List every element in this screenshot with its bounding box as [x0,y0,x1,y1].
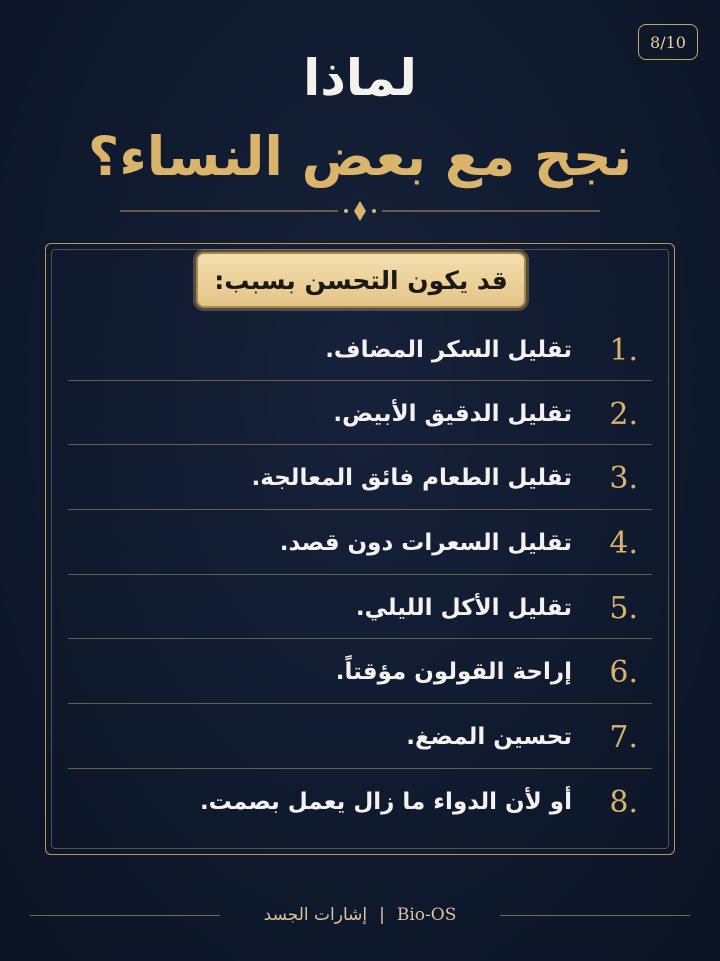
footer-separator: | [379,905,385,925]
item-text: تقليل السكر المضاف. [325,337,572,363]
list-item [68,770,652,834]
item-number: 2. [609,396,638,432]
footer-brand: Bio-OS [396,905,457,925]
title-line-1: لماذا [303,49,417,107]
list-item [68,576,652,640]
item-text: أو لأن الدواء ما زال يعمل بصمت. [199,789,572,815]
item-divider [68,768,652,769]
list-item [68,318,652,382]
item-text: تحسين المضغ. [406,724,572,750]
item-number: 5. [609,590,638,626]
item-divider [68,638,652,639]
item-number: 8. [609,784,638,820]
item-divider [68,574,652,575]
list-item [68,705,652,769]
item-number: 6. [609,654,638,690]
item-divider [68,703,652,704]
list-item [68,382,652,446]
title-line-2: نجح مع بعض النساء؟ [87,125,633,188]
list-item [68,511,652,575]
footer [30,900,690,930]
list-item [68,640,652,704]
page-indicator-badge: 8/10 [638,24,698,60]
item-divider [68,380,652,381]
item-number: 3. [609,460,638,496]
item-text: تقليل الأكل الليلي. [355,595,572,621]
item-divider [68,444,652,445]
item-text: تقليل الدقيق الأبيض. [333,401,572,427]
item-number: 1. [609,332,638,368]
item-number: 7. [609,719,638,755]
reason-heading: قد يكون التحسن بسبب: [196,252,526,308]
item-divider [68,509,652,510]
item-text: تقليل السعرات دون قصد. [279,530,572,556]
item-text: إراحة القولون مؤقتاً. [335,659,572,685]
ornament-divider-icon [120,200,600,222]
item-text: تقليل الطعام فائق المعالجة. [251,465,572,491]
footer-text [30,900,690,930]
item-number: 4. [609,525,638,561]
list-item [68,446,652,510]
footer-series: إشارات الجسد [263,905,368,925]
